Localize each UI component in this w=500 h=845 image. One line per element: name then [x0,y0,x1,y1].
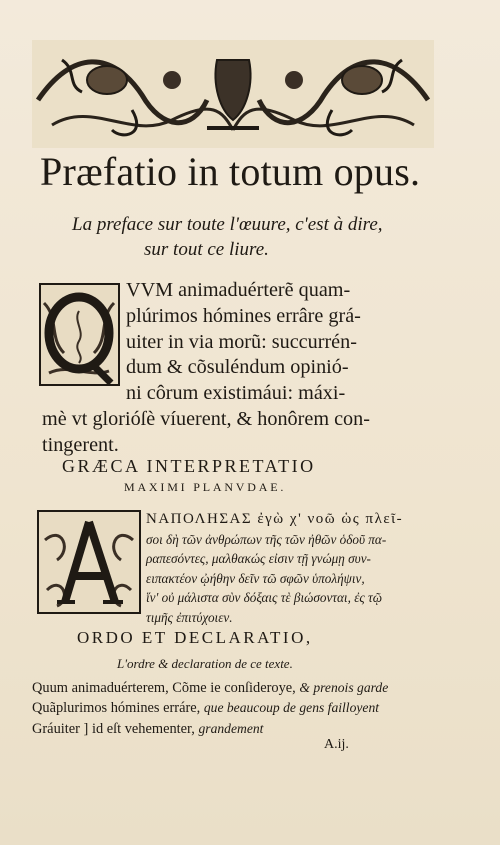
greek-line: ΝΑΠΟΛΗΣΑΣ ἐγὼ χ' νοῶ ὡς πλεῖ- [146,511,404,527]
latin-line: uiter in via morũ: succurrén- [126,330,357,353]
gloss-latin: Quãplurimos hómines erráre, [32,700,201,717]
gloss-block [32,678,452,739]
latin-text-block [42,278,422,459]
gloss-italic: que beaucoup de gens failloyent [203,700,380,716]
gloss-latin: Gráuiter ] [32,720,89,737]
page-title: Præfatio in totum opus. [40,149,421,194]
gloss-latin: Quum animaduérterem, [32,680,169,696]
subtitle-line-2: sur tout ce liure. [144,239,269,260]
greek-text-block [146,510,426,628]
subtitle-line-1: La preface sur toute l'œuure, c'est à dire, [72,214,383,235]
french-subtitle [72,212,402,262]
gloss-roman: Cõme ie conſideroye, [172,680,296,696]
latin-line: ni côrum existimáui: máxi- [126,382,346,405]
greek-line: ἵν' οὐ μάλιστα σὺν δόξαις τὲ βιώσονται, ἐς τῷ [146,590,383,606]
latin-line: mè vt glorióſè víuerent, & honôrem con- [42,407,370,430]
decorative-headpiece-ornament [32,40,434,148]
gloss-line [32,678,452,698]
latin-line: dum & cõsuléndum opinió- [126,356,349,379]
greek-line: σοι δὴ τῶν ἀνθρώπων τῆς τῶν ἠθῶν ὁδοῦ πα- [146,531,387,547]
greek-line: ραπεσόντες, μαλθακώς εἰσιν τῇ γνώμῃ συν- [146,551,371,567]
latin-line: tingerent. [42,433,119,456]
gloss-roman: id eſt vehementer, [91,720,195,737]
gloss-italic: & prenois garde [299,680,389,695]
ordo-heading: ORDO ET DECLARATIO, [77,628,313,647]
greek-line: τιμῆς ἐπιτύχοιεν. [146,609,233,625]
signature-mark: A.ij. [324,737,349,752]
latin-line: VVM animaduérterẽ quam- [126,279,351,301]
gloss-line [32,719,452,739]
latin-line: plúrimos hómines errâre grá- [126,304,361,327]
greek-section-heading: GRÆCA INTERPRETATIO [62,456,316,476]
greek-section-subheading: MAXIMI PLANVDAE. [124,480,287,494]
greek-line: ειπακτέον ᾠήθην δεῖν τῶ σφῶν ὑπολήψιν, [146,570,365,586]
decorated-initial-a-icon [37,510,141,614]
gloss-line [32,698,452,718]
gloss-italic: grandement [198,720,264,736]
ordo-subheading: L'ordre & declaration de ce texte. [117,656,293,671]
